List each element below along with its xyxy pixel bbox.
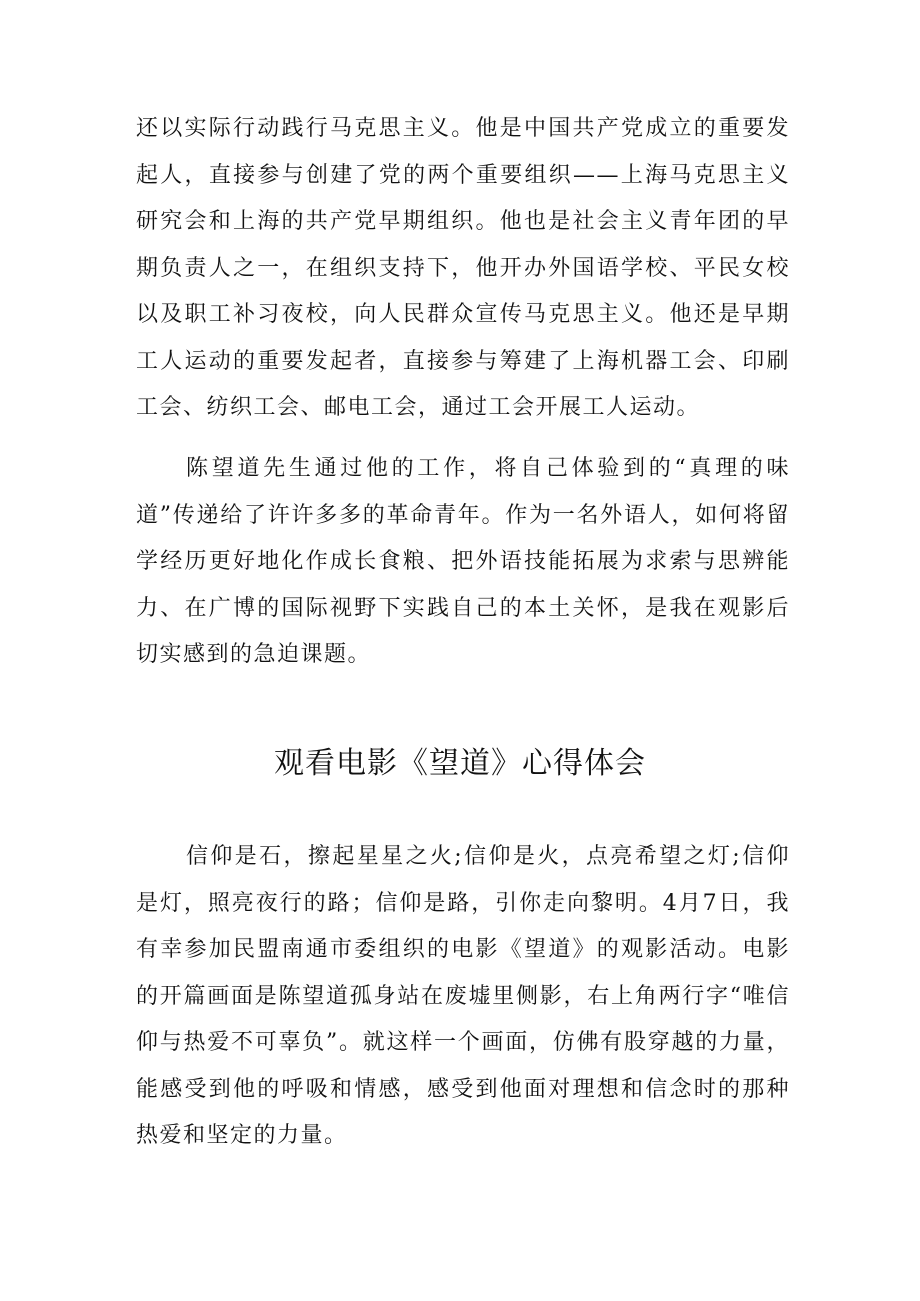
section-title: 观看电影《望道》心得体会 <box>274 746 646 781</box>
body-paragraph: 还以实际行动践行马克思主义。他是中国共产党成立的重要发起人，直接参与创建了党的两个重要组织——上海马克思主义研究会和上海的共产党早期组织。他也是社会主义青年团的早期负责人之一，在组织支持下，他开办外国语学校、平民女校以及职工补习夜校，向人民群众宣传马克思主义。他还是早期工人运动的重要发起者，直接参与筹建了上海机器工会、印刷工会、纺织工会、邮电工会，通过工会开展工人运动。 <box>136 116 790 420</box>
body-paragraph: 陈望道先生通过他的工作，将自己体验到的“真理的味道”传递给了许许多多的革命青年。作为一名外语人，如何将留学经历更好地化作成长食粮、把外语技能拓展为求索与思辨能力、在广博的国际视野下实践自己的本土关怀，是我在观影后切实感到的急迫课题。 <box>136 456 790 667</box>
body-paragraph: 信仰是石，擦起星星之火;信仰是火，点亮希望之灯;信仰是灯，照亮夜行的路；信仰是路，引你走向黎明。4月7日，我有幸参加民盟南通市委组织的电影《望道》的观影活动。电影的开篇画面是陈望道孤身站在废墟里侧影，右上角两行字“唯信仰与热爱不可辜负”。就这样一个画面，仿佛有股穿越的力量，能感受到他的呼吸和情感，感受到他面对理想和信念时的那种热爱和坚定的力量。 <box>136 844 790 1148</box>
